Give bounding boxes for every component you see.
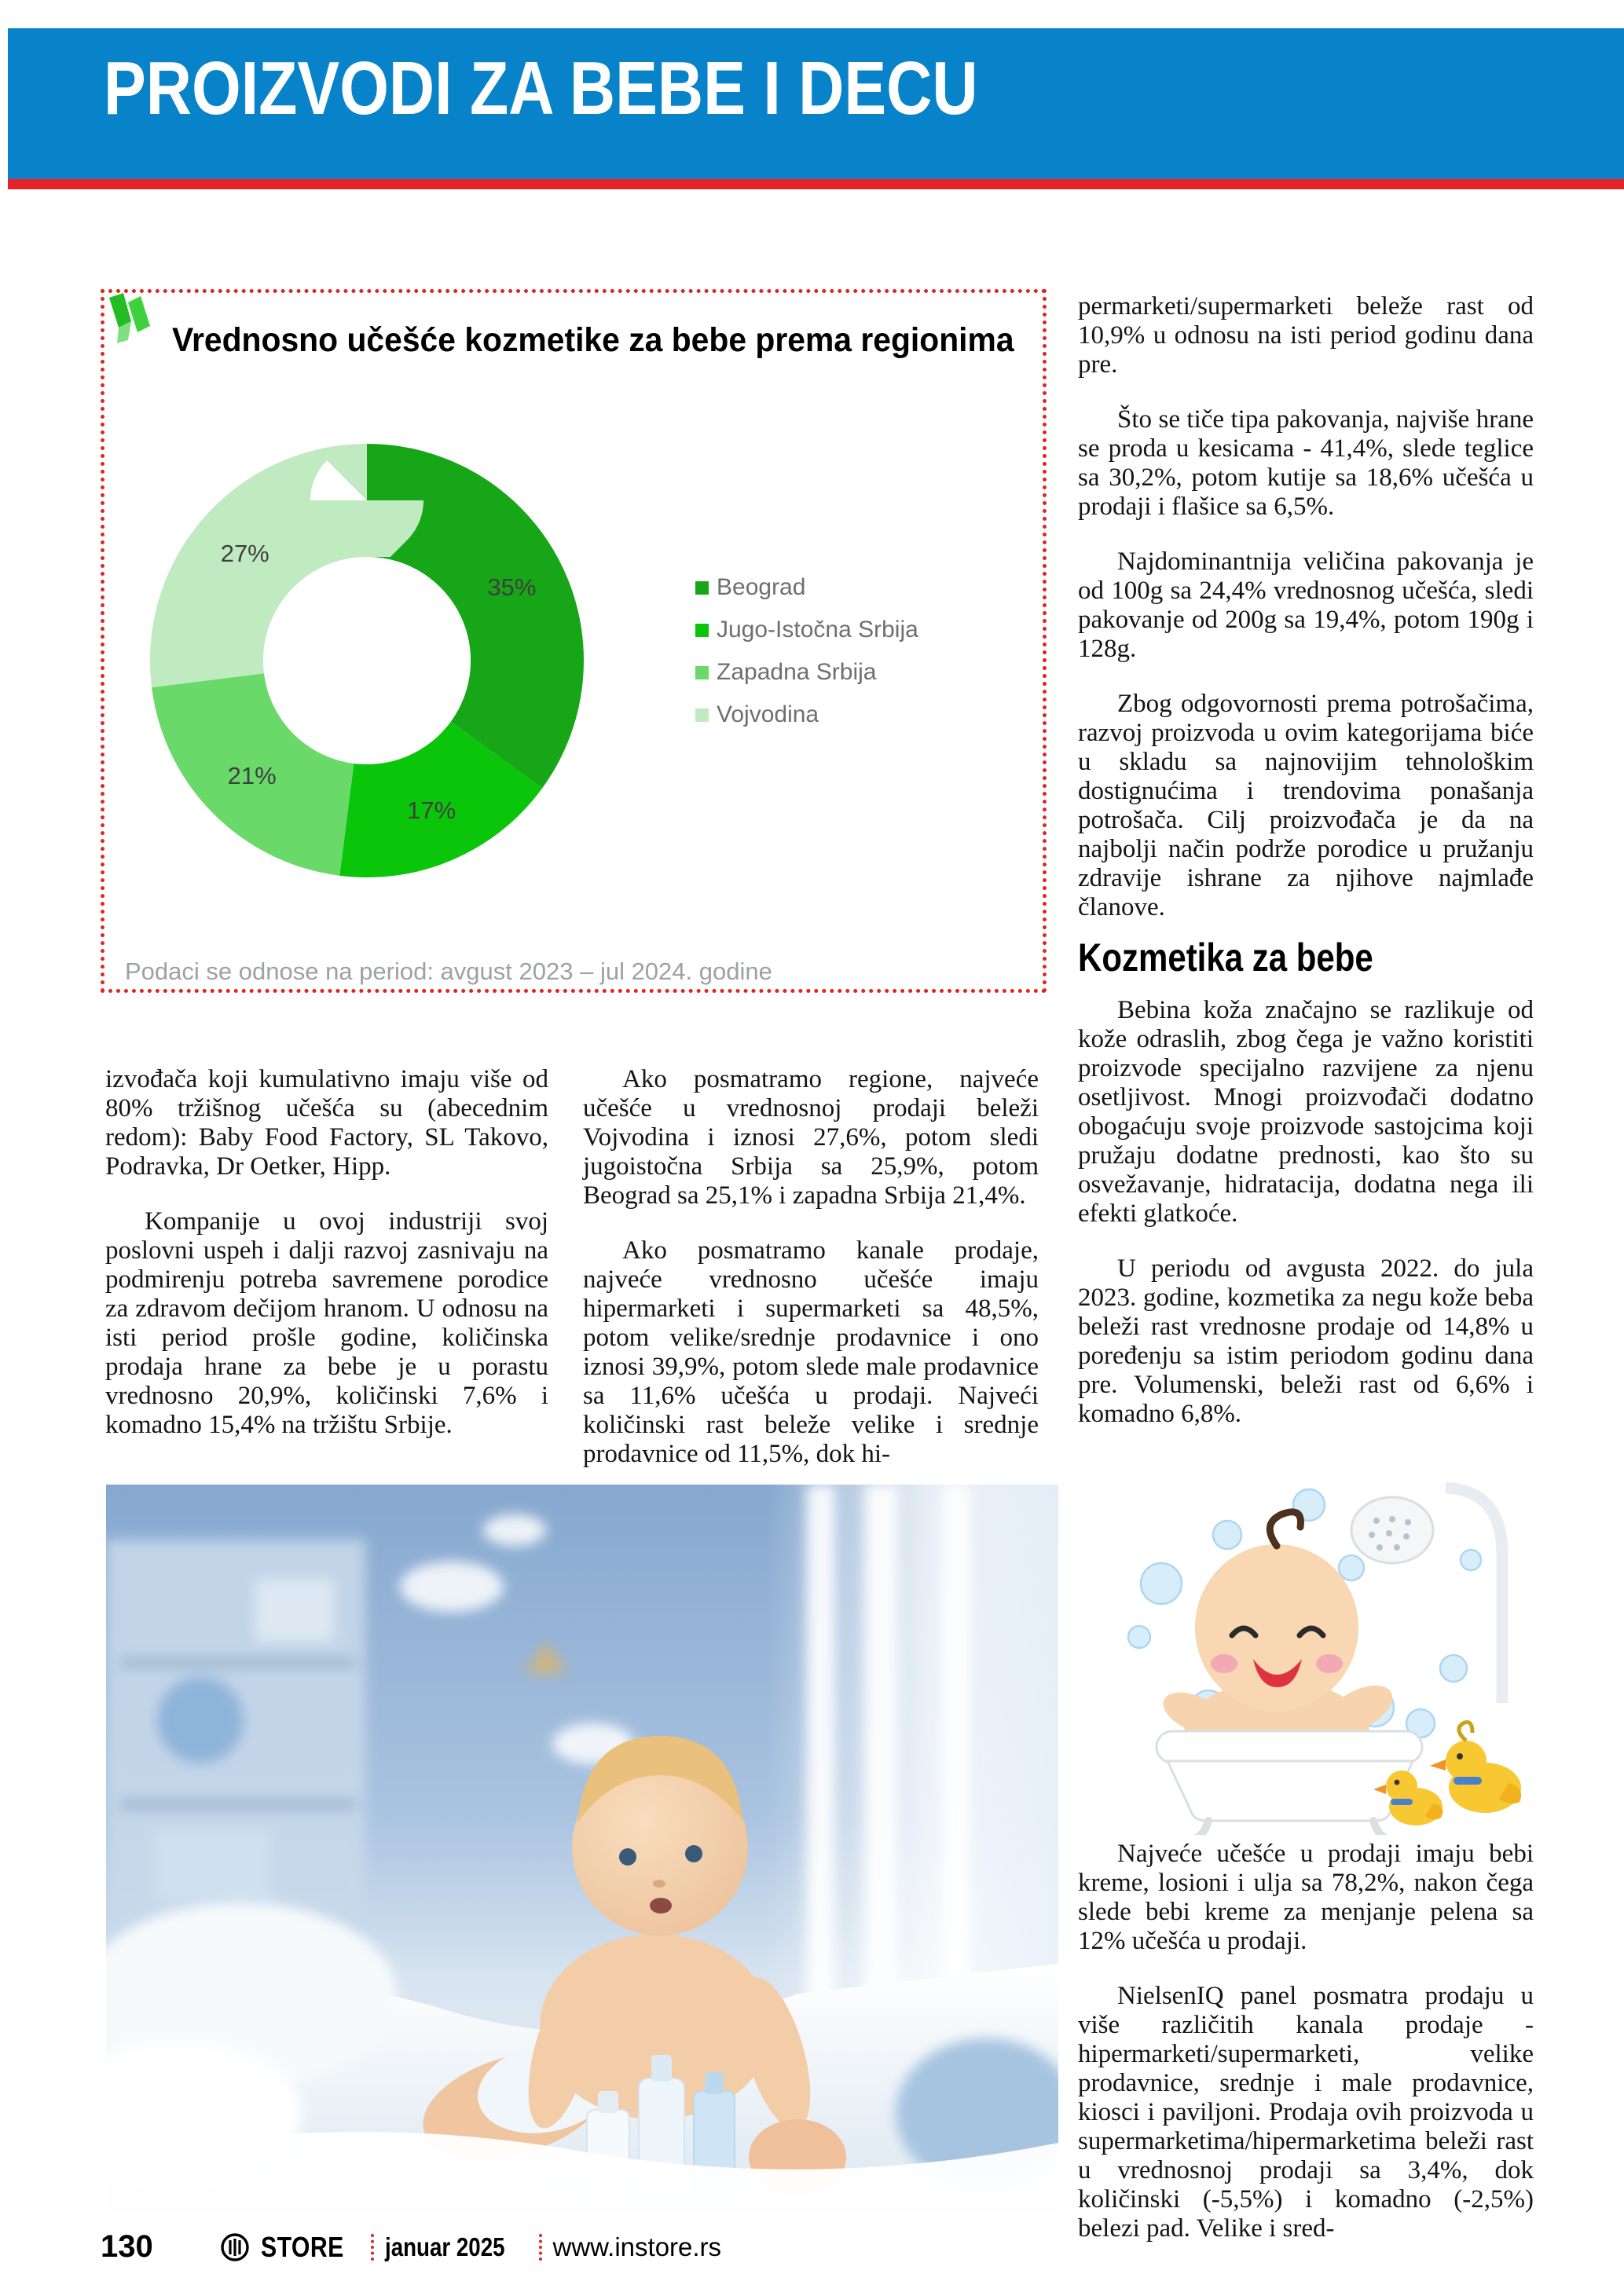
paragraph: U periodu od avgusta 2022. do jula 2023. godine, kozmetika za negu kože beba beleži rast vrednosne prodaje od 14,8% u poređenju sa istim periodom godinu dana pre. Volumenski, beleži rast od 6,6% i komadno 6,8%. bbox=[1078, 1254, 1534, 1428]
donut-chart bbox=[148, 442, 585, 879]
footer-issue: januar 2025 bbox=[384, 2232, 505, 2261]
column-1 bbox=[105, 1065, 548, 1440]
paragraph: Što se tiče tipa pakovanja, najviše hrane se proda u kesicama - 41,4%, slede teglice sa 30,2%, potom kutije sa 18,6% učešća u prodaji i flašice sa 6,5%. bbox=[1078, 405, 1534, 521]
hair-curl bbox=[1270, 1512, 1300, 1546]
column-3-top bbox=[1078, 292, 1534, 922]
donut-label: 21% bbox=[227, 762, 277, 790]
legend-label: Jugo-Istočna Srbija bbox=[717, 617, 918, 643]
paragraph: NielsenIQ panel posmatra prodaju u više različitih kanala prodaje - hipermarketi/supermarketi, velike prodavnice, srednje i male prodavnice, kiosci i paviljoni. Prodaja ovih proizvoda u supermarketima/hipermarketima beleži rast u vrednosnoj prodaji sa 3,4%, dok količinski (-5,5%) i komadno (-2,5%) belezi pad. Velike i sred- bbox=[1078, 1982, 1534, 2243]
legend-label: Vojvodina bbox=[717, 701, 819, 727]
chart-legend bbox=[695, 574, 918, 744]
shelf bbox=[106, 1540, 365, 1964]
legend-label: Beograd bbox=[717, 574, 806, 600]
donut-label: 27% bbox=[220, 539, 269, 567]
paragraph: Kompanije u ovoj industriji svoj poslovni uspeh i dalji razvoj zasnivaju na podmirenju potreba savremene porodice za zdravom dečijom hranom. U odnosu na isti period prošle godine, količinska prodaja hrane za bebe je u porastu vrednosno 20,9%, količinski 7,6% i komadno 15,4% na tržištu Srbije. bbox=[105, 1207, 548, 1439]
green-slash-logo-icon bbox=[104, 291, 164, 346]
legend-item bbox=[695, 617, 918, 643]
chart-caption: Podaci se odnose na period: avgust 2023 – jul 2024. godine bbox=[125, 958, 772, 985]
baby-photo bbox=[106, 1485, 1058, 2214]
donut-label: 35% bbox=[487, 573, 537, 601]
shower-head-icon bbox=[1351, 1497, 1433, 1563]
legend-swatch bbox=[695, 581, 709, 595]
section-heading-kozmetika: Kozmetika za bebe bbox=[1078, 936, 1373, 980]
page-number: 130 bbox=[101, 2229, 153, 2264]
baby-bath-illustration bbox=[1116, 1474, 1556, 1835]
instore-logo-icon bbox=[220, 2232, 250, 2262]
footer-brand: STORE bbox=[261, 2231, 344, 2263]
legend-item bbox=[695, 701, 918, 728]
paragraph: permarketi/supermarketi beleže rast od 10,9% u odnosu na isti period godinu dana pre. bbox=[1078, 292, 1534, 379]
legend-item bbox=[695, 574, 918, 601]
header-red-rule bbox=[8, 179, 1624, 189]
legend-swatch bbox=[695, 666, 709, 679]
page-title bbox=[104, 47, 1145, 130]
paragraph: Bebina koža značajno se razlikuje od kože odraslih, zbog čega je važno koristiti proizvode specijalno razvijene za njenu osetljivost. Mnogi proizvođači dodatno obogaćuju svoje proizvode sastojcima koji pružaju dodatne prednosti, kao što su osvežavanje, hidratacija, dodatna nega ili efekti glatkoće. bbox=[1078, 996, 1534, 1228]
mouth bbox=[650, 1898, 672, 1913]
donut-label: 17% bbox=[407, 796, 456, 824]
paragraph: Ako posmatramo kanale prodaje, najveće vrednosno učešće imaju hipermarketi i supermarketi sa 48,5%, potom velike/srednje prodavnice i ono iznosi 39,9%, potom slede male prodavnice sa 11,6% učešća u prodaji. Najveći količinski rast beleže velike i srednje prodavnice od 11,5%, dok hi- bbox=[583, 1236, 1039, 1468]
column-2 bbox=[583, 1065, 1039, 1469]
paragraph: Najdominantnija veličina pakovanja je od 100g sa 24,4% vrednosnog učešća, sledi pakovanje od 200g sa 19,4%, potom 190g i 128g. bbox=[1078, 547, 1534, 663]
paragraph: Zbog odgovornosti prema potrošačima, razvoj proizvoda u ovim kategorijama biće u skladu sa najnovijim tehnološkim dostignućima i trendovima ponašanja potrošača. Cilj proizvođača je da na najbolji način podrže porodice u pružanju zdravije ishrane za njihove najmlađe članove. bbox=[1078, 690, 1534, 921]
legend-swatch bbox=[695, 624, 709, 637]
chart-box bbox=[101, 289, 1047, 993]
paragraph: Ako posmatramo regione, najveće učešće u vrednosnoj prodaji beleži Vojvodina i iznosi 27,6%, potom sledi jugoistočna Srbija sa 25,9%, potom Beograd sa 25,1% i zapadna Srbija 21,4%. bbox=[583, 1065, 1039, 1210]
column-3-middle bbox=[1078, 996, 1534, 1429]
page-title-text: PROIZVODI ZA BEBE I DECU bbox=[104, 46, 978, 130]
donut-hole bbox=[263, 557, 471, 764]
footer-divider bbox=[539, 2234, 542, 2261]
footer-brand-row bbox=[220, 2231, 721, 2264]
legend-swatch bbox=[695, 709, 709, 722]
legend-label: Zapadna Srbija bbox=[717, 659, 877, 685]
bathtub bbox=[1157, 1731, 1422, 1835]
paragraph: izvođača koji kumulativno imaju više od 80% tržišnog učešća su (abecednim redom): Baby Food Factory, SL Takovo, Podravka, Dr Oetker, Hipp. bbox=[105, 1065, 548, 1181]
footer-divider bbox=[371, 2234, 374, 2261]
chart-title: Vrednosno učešće kozmetike za bebe prema regionima bbox=[172, 321, 1014, 359]
paragraph: Najveće učešće u prodaji imaju bebi kreme, losioni i ulja sa 78,2%, nakon čega slede bebi kreme za menjanje pelena sa 12% učešća u prodaji. bbox=[1078, 1840, 1534, 1955]
legend-item bbox=[695, 659, 918, 686]
footer-site-url: www.instore.rs bbox=[552, 2232, 722, 2261]
column-3-bottom bbox=[1078, 1840, 1534, 2243]
